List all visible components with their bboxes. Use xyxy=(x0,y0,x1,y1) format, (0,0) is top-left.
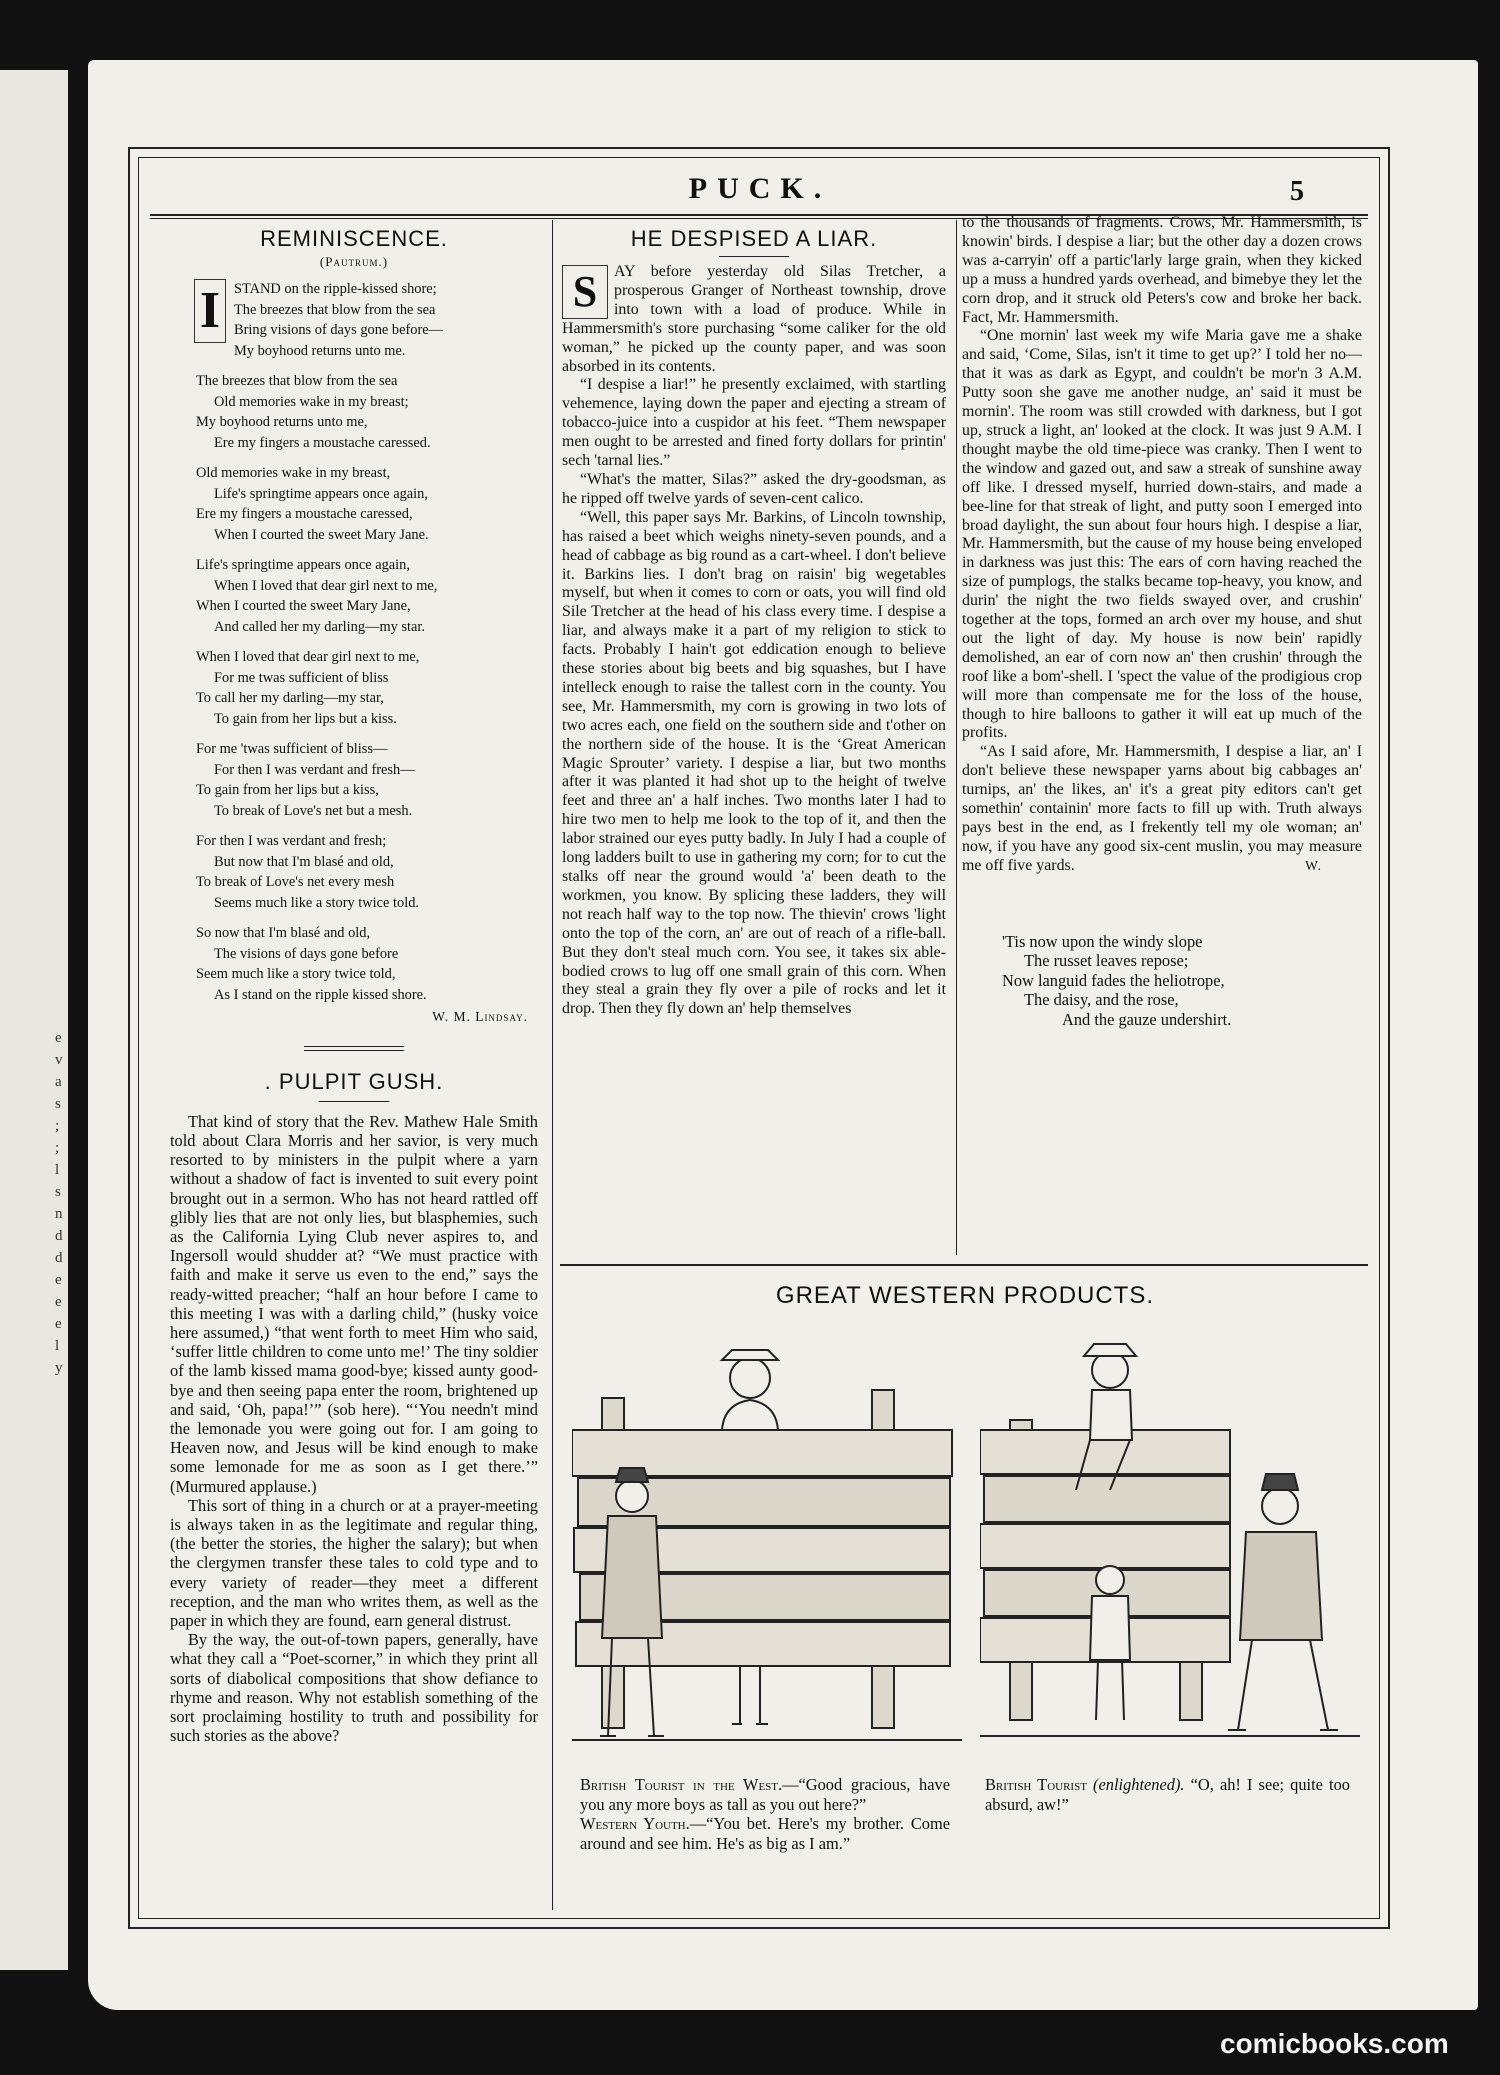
reminiscence-title: REMINISCENCE. xyxy=(260,226,448,251)
poem-line: Old memories wake in my breast; xyxy=(214,393,409,410)
reminiscence-subtitle: (Pautrum.) xyxy=(319,254,389,269)
margin-mark: e xyxy=(55,1316,62,1332)
poem-stanza xyxy=(194,371,528,453)
margin-mark: n xyxy=(55,1206,63,1222)
poem-line: When I courted the sweet Mary Jane. xyxy=(214,526,429,543)
poem-line: Old memories wake in my breast, xyxy=(196,465,391,482)
poem-stanza xyxy=(194,739,528,821)
despised-liar-signature: W. xyxy=(1305,857,1322,873)
poem-line: As I stand on the ripple kissed shore. xyxy=(214,986,427,1003)
caption-speaker: British Tourist xyxy=(985,1775,1087,1794)
margin-mark: y xyxy=(55,1360,63,1376)
watermark-text: comicbooks.com xyxy=(1220,2028,1449,2059)
margin-mark: s xyxy=(55,1184,61,1200)
dropcap-letter: I xyxy=(194,279,226,343)
column-rule-2 xyxy=(956,220,957,1255)
poem-line: But now that I'm blasé and old, xyxy=(214,853,394,870)
margin-mark: e xyxy=(55,1294,62,1310)
poem-stanza xyxy=(194,555,528,637)
margin-mark: v xyxy=(55,1052,63,1068)
poem-line: The breezes that blow from the sea xyxy=(234,301,436,318)
column-right xyxy=(962,214,1362,1030)
masthead-title: PUCK. xyxy=(688,172,832,205)
pulpit-gush-paragraph: By the way, the out-of-town papers, generally, have what they call a “Poet-scorner,” in which they print all sorts of diabolical compositions that show defiance to rhyme and reason. Why not establish something of the sort proclaiming hostility to truth and possibility for such stories as the above? xyxy=(170,1630,538,1746)
verse-line: The russet leaves repose; xyxy=(1024,951,1189,971)
despised-liar-paragraph: “Well, this paper says Mr. Barkins, of Lincoln township, has raised a beet which weighs ninety-seven pounds, and a head of cabbage as big round as a cart-wheel. I don't believe it. Barkins lies. I don't brag on raisin' big wegetables myself, but when it comes to corn or oats, you will find old Sile Tretcher at the head of his class every time. I despise a liar, and always make it a part of my religion to stick to facts. Probably I hain't got eddication enough to believe these stories about big beets and big squashes, but I have intelleck enough to raise the tallest corn in the county. You see, Mr. Hammersmith, my corn is growing in two lots of two acres each, one field on the southern side and t'other on the northern side of the house. It is the ‘Great American Magic Sprouter’ variety. I despise a liar, but two months after it was planted it had shot up to the height of twelve feet and three an' a half inches. Two months later I had to hire two men to help me look to the top of it, and then the labor strained our eyes putty badly. In July I had a couple of long ladders built to use in gathering my corn; for to cut the stalks off near the ground would 'a' been death to the workmen, you know. By splicing these ladders, they will not reach half way to the top now. The thievin' crows 'light onto the top of the corn, an' are out of reach of a rifle-ball. But they don't steal much corn. You see, it takes six able-bodied crows to lug off one small grain of this corn. When they steal a grain they fly over a pile of rocks and let it drop. Then they fly down an' help themselves xyxy=(562,508,946,1018)
poem-line: When I loved that dear girl next to me, xyxy=(214,577,438,594)
despised-liar-paragraph xyxy=(562,263,946,376)
margin-mark: d xyxy=(55,1250,63,1266)
poem-line: So now that I'm blasé and old, xyxy=(196,925,371,942)
poem-line: Bring visions of days gone before— xyxy=(234,322,444,339)
cartoon-caption-left xyxy=(580,1775,950,1853)
margin-mark: d xyxy=(55,1228,63,1244)
cartoon-panel-left xyxy=(572,1320,962,1760)
caption-speaker: Western Youth. xyxy=(580,1814,690,1834)
poem-line: For me 'twas sufficient of bliss— xyxy=(196,741,388,758)
poem-line: To gain from her lips but a kiss, xyxy=(196,782,379,799)
short-verse xyxy=(962,932,1362,1030)
poem-stanza xyxy=(194,279,528,361)
despised-liar-paragraph: “I despise a liar!” he presently exclaimed, with startling vehemence, laying down the paper and ejecting a stream of tobacco-juice into a cuspidor at his feet. “Them newspaper men ought to be arrested and fined forty dollars for printin' sech 'tarnal lies.” xyxy=(562,376,946,470)
poem-line: Seem much like a story twice told, xyxy=(196,966,396,983)
previous-page-edge xyxy=(0,70,68,1970)
poem-line: When I courted the sweet Mary Jane, xyxy=(196,598,411,615)
pulpit-gush-title: . PULPIT GUSH. xyxy=(264,1068,444,1094)
poem-line: For then I was verdant and fresh— xyxy=(214,761,415,778)
margin-mark: l xyxy=(55,1338,60,1354)
margin-mark: e xyxy=(55,1030,62,1046)
pulpit-gush-paragraph: That kind of story that the Rev. Mathew Hale Smith told about Clara Morris and her savior, is very much resorted to by ministers in the pulpit where a yarn without a shadow of fact is invented to suit every point brought out in a sermon. Who has not heard rattled off glibly lies that are not only lies, but blasphemies, such as the California Lying Club never aspires to, and Ingersoll would shudder at? “We must practice with faith and make it serve us even to the end,” says the ready-witted preacher; “half an hour before I came to this meeting I was with a darling child,” (husky voice here assumed,) “that went forth to meet Him who said, ‘suffer little children to come unto me!’ The tiny soldier of the lamb kissed mama good-bye; kissed aunty good-bye and then seeing papa enter the room, brightened up and said, ‘Oh, papa!’” (sob here). “‘You needn't mind the lemonade you were going out for. I am going to Heaven now, and Jesus will be kind enough to make some lemonade for me as soon as I get there.’” (Murmured applause.) xyxy=(170,1111,538,1496)
dropcap-letter: S xyxy=(562,265,608,319)
reminiscence-poem xyxy=(170,279,538,1028)
poem-stanza xyxy=(194,463,528,545)
cartoon-title: GREAT WESTERN PRODUCTS. xyxy=(775,1282,1155,1309)
poem-line: And called her my darling—my star. xyxy=(214,618,426,635)
caption-text: —“Good gracious, have you any more boys as tall as you out here?” xyxy=(580,1775,950,1814)
poem-line: For then I was verdant and fresh; xyxy=(196,833,387,850)
margin-mark: a xyxy=(55,1074,62,1090)
poem-line: To break of Love's net but a mesh. xyxy=(214,802,413,819)
poem-line: The visions of days gone before xyxy=(214,945,399,962)
margin-mark: ; xyxy=(55,1118,60,1134)
poem-line: STAND on the ripple-kissed shore; xyxy=(234,281,437,298)
despised-liar-lead: AY before yesterday old Silas Tretcher, a prosperous Granger of Northeast township, drove into town with a load of produce. While in Hammersmith's store purchasing “some caliker for the old woman,” he picked up the county paper, and was soon absorbed in its contents. xyxy=(562,263,946,375)
despised-liar-continued: “As I said afore, Mr. Hammersmith, I despise a liar, an' I don't believe these newspaper yarns about big cabbages an' turnips, an' the likes, an' it's a great pity editors can't get somethin' containin' more facts to fill up with. Truth always pays best in the end, as I frekently tell my ole woman; an' now, if you have any good six-cent muslin, you may measure me off five yards. xyxy=(962,743,1362,874)
poem-line: The breezes that blow from the sea xyxy=(196,373,398,390)
title-rule xyxy=(719,256,789,257)
column-rule-1 xyxy=(552,220,553,1910)
verse-line: And the gauze undershirt. xyxy=(1062,1010,1232,1029)
poem-line: To break of Love's net every mesh xyxy=(196,874,395,891)
verse-line: The daisy, and the rose, xyxy=(1024,990,1179,1010)
pulpit-gush-paragraph: This sort of thing in a church or at a prayer-meeting is always taken in as the legitimate and regular thing, (the better the stories, the higher the salary); but when the clergymen transfer these tales to cold type and to every variety of reader—they meet a different reception, and the man who writes them, as well as the paper in which they are found, earn general distrust. xyxy=(170,1495,538,1630)
column-left xyxy=(170,226,538,1745)
verse-line: 'Tis now upon the windy slope xyxy=(1002,931,1203,951)
page-number: 5 xyxy=(1290,176,1304,207)
poem-line: For me twas sufficient of bliss xyxy=(214,669,389,686)
poem-stanza xyxy=(194,831,528,913)
poem-line: Ere my fingers a moustache caressed. xyxy=(214,434,431,451)
caption-text: “O, ah! I see; quite too absurd, aw!” xyxy=(985,1775,1350,1814)
caption-text: —“You bet. Here's my brother. Come around and see him. He's as big as I am.” xyxy=(580,1814,950,1853)
despised-liar-paragraph: “What's the matter, Silas?” asked the dry-goodsman, as he ripped off twelve yards of seven-cent calico. xyxy=(562,470,946,507)
poem-stanza xyxy=(194,647,528,729)
poem-line: To gain from her lips but a kiss. xyxy=(214,710,397,727)
reminiscence-signature: W. M. Lindsay. xyxy=(432,1009,528,1025)
poem-stanza xyxy=(194,923,528,1005)
despised-liar-continued: to the thousands of fragments. Crows, Mr. Hammersmith, is knowin' birds. I despise a liar; but the other day a dozen crows was a-carryin' off a partic'larly large grain, when they kicked up a muss a hundred yards overhead, and bimebye they let the corn drop, and it struck old Peters's cow and broke her back. Fact, Mr. Hammersmith. xyxy=(962,214,1362,326)
margin-mark: l xyxy=(55,1162,60,1178)
despised-liar-continued: “One mornin' last week my wife Maria gave me a shake and said, ‘Come, Silas, isn't it time to get up?’ I told her no—that it was as dark as Egypt, and couldn't be mor'n 3 A.M. Putty soon she gave me another nudge, an' said it must be mornin'. The room was still crowded with darkness, but I got up, struck a light, an' looked at the clock. It was just 9 A.M. I thought maybe the old time-piece was cranky. Then I went to the window and gazed out, and saw a streak of sunshine away off like. I dressed myself, hurried down-stairs, and made a bee-line for that streak of light, and putty soon I emerged into broad daylight, the sun about four hours high. I despise a liar, Mr. Hammersmith, but the cause of my house being enveloped in darkness was just this: The ears of corn having reached the size of pumplogs, the stalks became top-heavy, you know, and durin' the night the two fields swayed over, and crushin' together at the tops, formed an arch over my house, and shut out the light of day. My house is now bein' rapidly demolished, an ear of corn now an' then crushin' through the roof like a bom'-shell. I 'spect the value of the prodigious crop will more than compensate me for the loss of the house, though to hire balloons to gather it will eat up much of the profits. xyxy=(962,327,1362,742)
poem-line: My boyhood returns unto me, xyxy=(196,414,368,431)
cartoon-section-rule xyxy=(560,1264,1368,1266)
poem-line: Seems much like a story twice told. xyxy=(214,894,420,911)
caption-speaker: British Tourist in the West. xyxy=(580,1775,783,1794)
cartoon-caption-right xyxy=(985,1775,1350,1814)
title-rule xyxy=(319,1101,389,1102)
poem-line: My boyhood returns unto me. xyxy=(234,342,406,359)
column-middle xyxy=(562,226,946,1019)
verse-line: Now languid fades the heliotrope, xyxy=(1002,970,1225,990)
poem-line: Life's springtime appears once again, xyxy=(196,557,410,574)
poem-line: Ere my fingers a moustache caressed, xyxy=(196,506,413,523)
poem-line: To call her my darling—my star, xyxy=(196,690,384,707)
despised-liar-title: HE DESPISED A LIAR. xyxy=(630,226,878,251)
poem-line: Life's springtime appears once again, xyxy=(214,485,428,502)
margin-mark: ; xyxy=(55,1140,60,1156)
cartoon-panel-right xyxy=(980,1310,1360,1760)
poem-line: When I loved that dear girl next to me, xyxy=(196,649,420,666)
caption-aside: (enlightened). xyxy=(1093,1775,1185,1794)
margin-mark: e xyxy=(55,1272,62,1288)
margin-mark: s xyxy=(55,1096,61,1112)
